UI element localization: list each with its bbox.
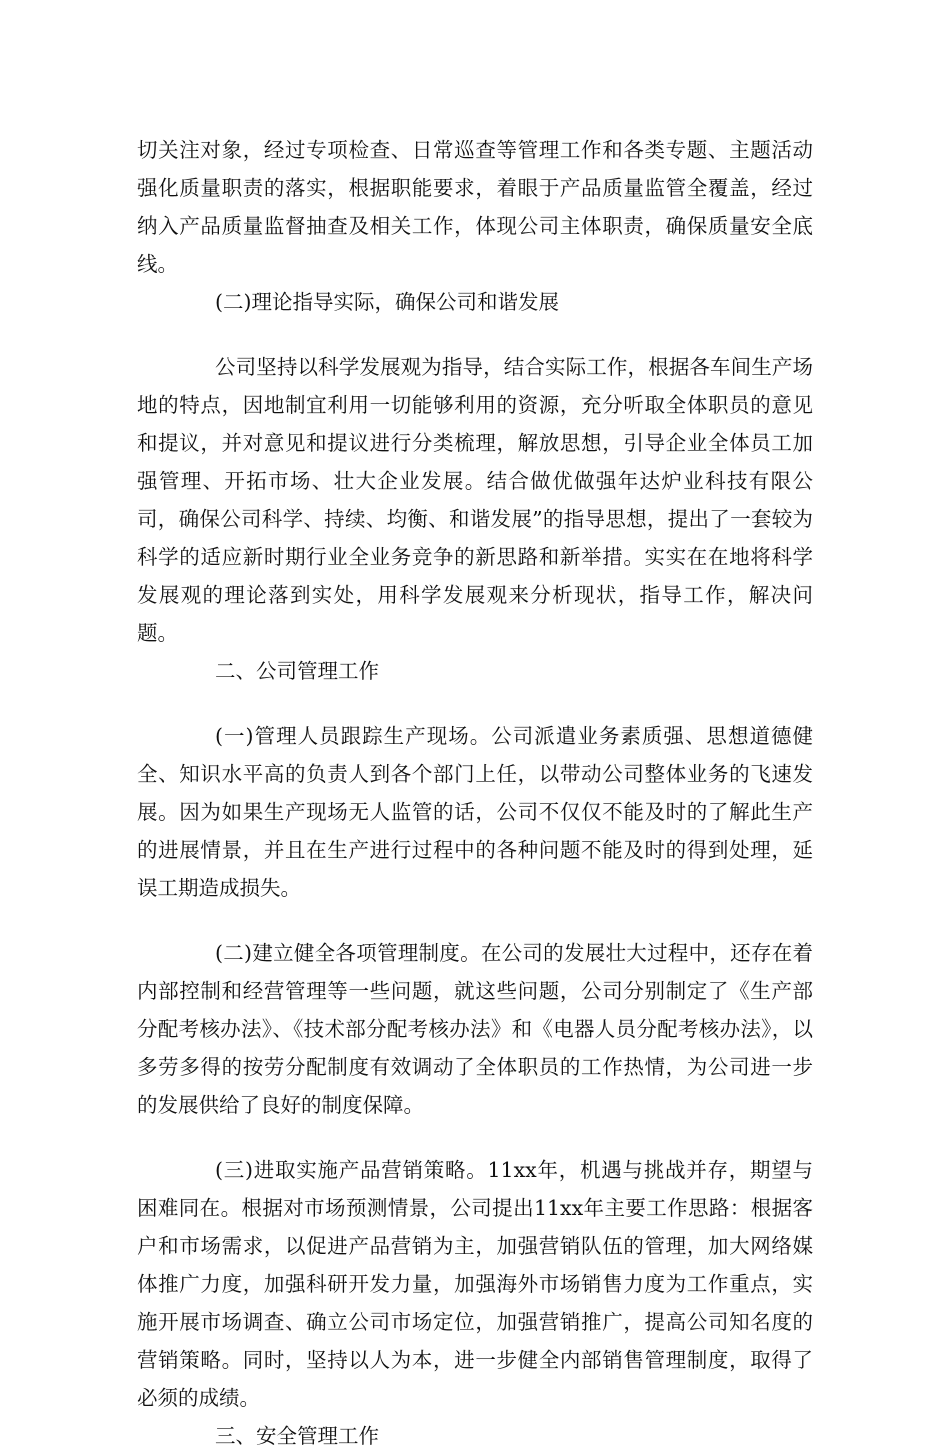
subheading-theory-guidance: (二)理论指导实际，确保公司和谐发展 bbox=[215, 290, 559, 314]
paragraph-marketing-strategy: (三)进取实施产品营销策略。11xx年，机遇与挑战并存，期望与困难同在。根据对市场预测情景，公司提出11xx年主要工作思路：根据客户和市场需求，以促进产品营销为主，加强营销队伍的管理，加大网络媒体推广力度，加强科研开发力量，加强海外市场销售力度为工作重点，实施开展市场调查、确立公司市场定位，加强营销推广，提高公司知名度的营销策略。同时，坚持以人为本，进一步健全内部销售管理制度，取得了必须的成绩。 bbox=[137, 1158, 813, 1410]
paragraph-management-system: (二)建立健全各项管理制度。在公司的发展壮大过程中，还存在着内部控制和经营管理等一些问题，就这些问题，公司分别制定了《生产部分配考核办法》、《技术部分配考核办法》和《电器人员分配考核办法》，以多劳多得的按劳分配制度有效调动了全体职员的工作热情，为公司进一步的发展供给了良好的制度保障。 bbox=[137, 941, 813, 1117]
document-body bbox=[137, 131, 813, 1455]
paragraph-production-site: (一)管理人员跟踪生产现场。公司派遣业务素质强、思想道德健全、知识水平高的负责人到各个部门上任，以带动公司整体业务的飞速发展。因为如果生产现场无人监管的话，公司不仅仅不能及时的了解此生产的进展情景，并且在生产进行过程中的各种问题不能及时的得到处理，延误工期造成损失。 bbox=[137, 724, 813, 900]
section-heading-company-management: 二、公司管理工作 bbox=[215, 659, 379, 683]
paragraph-continued: 切关注对象，经过专项检查、日常巡查等管理工作和各类专题、主题活动强化质量职责的落实，根据职能要求，着眼于产品质量监管全覆盖，经过纳入产品质量监督抽查及相关工作，体现公司主体职责，确保质量安全底线。 bbox=[137, 138, 813, 276]
section-heading-safety-management: 三、安全管理工作 bbox=[215, 1424, 379, 1448]
paragraph-scientific-development: 公司坚持以科学发展观为指导，结合实际工作，根据各车间生产场地的特点，因地制宜利用一切能够利用的资源，充分听取全体职员的意见和提议，并对意见和提议进行分类梳理，解放思想，引导企业全体员工加强管理、开拓市场、壮大企业发展。结合做优做强年达炉业科技有限公司，确保公司科学、持续、均衡、和谐发展”的指导思想，提出了一套较为科学的适应新时期行业全业务竞争的新思路和新举措。实实在在地将科学发展观的理论落到实处，用科学发展观来分析现状，指导工作，解决问题。 bbox=[137, 355, 813, 645]
